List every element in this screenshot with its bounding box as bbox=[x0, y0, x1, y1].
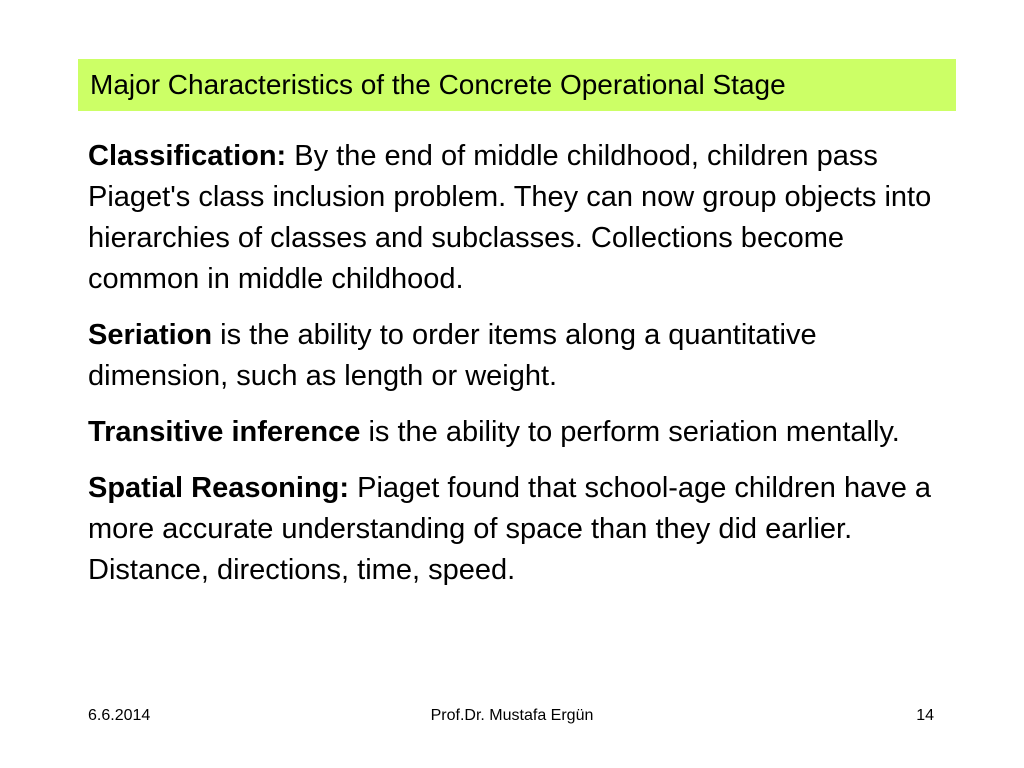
paragraph-spatial-reasoning bbox=[88, 468, 958, 591]
footer-author: Prof.Dr. Mustafa Ergün bbox=[430, 707, 594, 724]
text-transitive-inference: is the ability to perform seriation mentally. bbox=[360, 416, 900, 448]
term-classification: Classification: bbox=[88, 140, 287, 172]
term-transitive-inference: Transitive inference bbox=[88, 416, 361, 448]
paragraph-classification bbox=[88, 136, 958, 300]
term-spatial-reasoning: Spatial Reasoning: bbox=[88, 472, 350, 504]
text-classification: By the end of middle childhood, children pass Piaget's class inclusion problem. They can now group objects into hierarchies of classes and subclasses. Collections become common in middle childhood. bbox=[88, 140, 932, 295]
footer-page-number: 14 bbox=[916, 707, 934, 724]
slide-body bbox=[88, 136, 958, 606]
paragraph-transitive-inference bbox=[88, 412, 958, 453]
paragraph-seriation bbox=[88, 315, 958, 397]
slide-title-box bbox=[78, 59, 956, 111]
term-seriation: Seriation bbox=[88, 319, 213, 351]
text-seriation: is the ability to order items along a quantitative dimension, such as length or weight. bbox=[88, 319, 817, 392]
slide-title: Major Characteristics of the Concrete Operational Stage bbox=[90, 69, 786, 100]
footer-date: 6.6.2014 bbox=[88, 707, 151, 724]
text-spatial-reasoning: Piaget found that school-age children have a more accurate understanding of space than they did earlier. Distance, directions, time, speed. bbox=[88, 472, 932, 586]
